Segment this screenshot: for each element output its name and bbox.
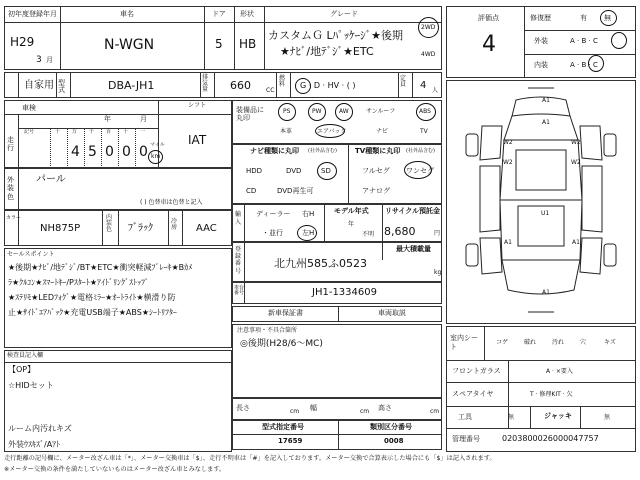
sheet-hole: 穴 [580,339,587,346]
registration-label: 登録番号 [235,246,242,275]
inspector-label: 検査員記入欄 [7,352,44,359]
cert-manual: 車両取説 [378,309,406,317]
recycle-unit: 円 [434,230,441,237]
model-label: 車名 [120,10,134,18]
int-b-circle [588,55,604,72]
grade-line-2: ★ﾅﾋﾞ/地ﾃﾞｼﾞ★ETC [280,45,374,58]
inspector-box [4,350,232,452]
diagram-label-w2-3: W2 [571,139,581,146]
odo-col-ichi: 一 [140,129,146,135]
sales-point-label: セールスポイント [7,251,55,258]
dimensions-box [232,398,442,420]
equip-leather: 本革 [280,128,293,135]
shift-label: シフト [188,102,207,109]
odo-km: km [151,153,161,160]
odo-symbol-label: 記号 [24,129,35,135]
diagram-label-u1: U1 [541,210,550,217]
certificates-box [232,306,442,322]
era-year: H29 [10,35,35,49]
repair-label: 修復歴 [530,14,551,22]
sales-line-1: ★後期★ﾅﾋﾞ/地ﾃﾞｼﾞ/BT★ETC★衝突軽減ﾌﾞﾚｰｷ★Bｶﾒ [8,263,193,272]
ac-value: AAC [196,223,217,234]
sales-line-2: ﾗ★ｸﾙｺﾝ★ｽﾏｰﾄｷｰ/Pｽﾀｰﾄ★ｱｲﾄﾞﾘﾝｸﾞｽﾄｯﾌﾟ [8,278,150,287]
management-value: 0203800026000047757 [502,434,599,443]
diagram-label-a1-top: A1 [542,97,550,104]
inspector-hid: ☆HIDセット [8,381,54,390]
inspector-room: ルーム内汚れキズ [8,424,72,433]
usage: 自家用 [24,80,54,91]
footer-line-1: 走行距離の記号欄に、メーター改ざん車は「*」、メーター交換車は「$」、走行不明車は「#」を記入しております。メーター交換で合算表示した場合にも「$」は記入されます。 [4,455,496,462]
door-count: 5 [215,37,223,51]
import-parallel: ・並行 [262,229,283,237]
sheet-dirt: 汚れ [552,339,565,346]
odo-col-man: 万 [72,129,78,135]
color-code-label: カラー [6,215,22,221]
equip-aw: AW [339,108,349,115]
cert-warranty: 新車保証書 [268,309,303,317]
car-diagram [446,80,636,324]
navi-cd: CD [246,187,257,195]
navi-label: ナビ種類に丸印 [250,147,299,155]
dim-width: 幅 [310,404,317,412]
model-year-unit: 年 [348,221,355,228]
repair-no: 無 [604,14,611,22]
import-dealer: ディーラー [256,210,291,218]
int-score-scale: A · B · C [570,61,598,69]
diagram-label-a1-front: A1 [542,119,550,126]
tv-label: TV種類に丸印 [355,147,401,155]
grade-score-label: 評価点 [478,14,499,22]
equip-sunroof: サンルーフ [366,108,396,115]
type-cert-label: 型式指定番号 [262,423,304,431]
odo-col-sen: 千 [89,129,95,135]
diagram-label-w2-2: W2 [503,159,513,166]
capacity-label: 定員 [400,75,407,88]
exterior-label: 外装色 [7,176,14,201]
diagram-label-w2-4: W2 [571,159,581,166]
sales-line-3: ★ｽﾃﾘﾓ★LEDﾌｫｸﾞ★電格ﾐﾗｰ★ｵｰﾄﾗｲﾄ★横滑り防 [8,293,176,302]
tv-note: (社外品含む) [406,148,435,154]
class-num-value: 0008 [384,437,404,445]
import-label: 輸入 [235,211,242,226]
dim-length-unit: cm [290,408,300,415]
dim-width-unit: cm [360,408,370,415]
ext-score-scale: A · B · C [570,37,598,45]
class-num-label: 類別区分番号 [370,423,412,431]
spare-label: スペアタイヤ [452,390,494,398]
color-code: NH875P [40,223,81,234]
import-right: 右H [302,210,315,218]
recycle-value: 8,680 [384,225,416,238]
shape-label: 形状 [240,10,254,18]
chassis-label: 車台番号 [234,285,245,296]
model-name: N-WGN [104,37,155,53]
shift-value: IAT [188,133,207,147]
ext-c-circle [611,32,627,49]
sheet-scratch: キズ [604,339,616,346]
equip-navi: ナビ [376,128,389,135]
drive-4wd: 4WD [421,51,436,58]
inspection-year-unit: 年 [104,115,111,123]
grade-label: グレード [330,10,358,18]
body-shape: HB [239,37,257,51]
notes-label: 注意事項・不具合箇所 [237,327,298,334]
equip-abs: ABS [419,108,431,115]
navi-dvd-play: DVD再生可 [277,187,314,195]
sheet-burn: コゲ [496,339,509,346]
tv-analog: アナログ [362,187,390,195]
type-cert-value: 17659 [278,437,303,445]
equip-tv: TV [420,128,428,135]
door-label: ドア [212,10,226,18]
jack-label: ジャッキ [544,412,572,420]
inspection-label: 車検 [22,104,36,112]
month-unit: 月 [46,56,53,64]
odo-col-10man: 十 [55,129,61,135]
reg-year-label: 初年度登録年月 [8,10,57,18]
registration-value: 北九州585ふ0523 [274,257,367,270]
tv-fullseg: フルセグ [362,167,390,175]
odo-digit-2: 5 [88,144,97,160]
odo-col-hyaku: 百 [106,129,112,135]
displacement: 660 [230,79,251,92]
inspector-ext: 外装ｳｽｷｽﾞ/Aｱﾄ [8,440,61,449]
grade-line-1: カスタムＧ Lﾊﾟｯｹｰｼﾞ★後期 [268,29,403,42]
dim-height-unit: cm [430,408,440,415]
repair-yes: 有 [580,14,587,22]
max-load-label: 最大積載量 [396,245,431,253]
dim-length: 長さ [236,404,250,412]
equip-pw: PW [312,108,322,115]
int-score-label: 内装 [534,61,548,69]
odo-digit-1: 4 [71,144,80,160]
odo-digit-3: 0 [105,144,114,160]
exterior-value: パール [36,174,66,185]
navi-dvd: DVD [286,167,302,175]
diagram-label-a1-rr: A1 [572,239,580,246]
jack-value: 無 [604,414,611,421]
cc-unit: CC [266,87,275,94]
equip-airbag: エアバック [317,128,347,135]
odo-digit-5: 0 [139,144,148,160]
sheet-tear: 破れ [524,339,537,346]
navi-sd: SD [321,167,331,175]
model-year-unknown: 不明 [362,231,375,238]
dim-height: 高さ [378,404,392,412]
front-glass-value: A · ×要入 [546,368,573,375]
footer-line-2: ※メーター交換の条件を満たしていないものはメーター改ざん車とみなします。 [4,466,226,473]
ac-label: 冷房 [171,218,178,231]
inspector-op: 【OP】 [8,365,36,374]
import-left: 左H [302,229,315,237]
equipment-label: 装備品に丸印 [236,106,264,123]
odo-mile: マイル [150,142,165,148]
front-glass-label: フロントガラス [452,367,501,375]
notes-item: ◎後期(H28/6〜MC) [240,339,323,349]
spare-value: T · 修理KIT · 欠 [530,391,573,398]
odo-col-juu: 十 [123,129,129,135]
chassis-value: JH1-1334609 [312,287,377,298]
navi-note: (社外品含む) [308,148,337,154]
max-load-unit: kg [434,269,442,276]
recycle-label: リサイクル預託金 [385,207,441,215]
diagram-label-a1-rl: A1 [504,239,512,246]
reg-month: 3 [36,55,42,65]
notes-box [232,324,442,398]
model-year-label: モデル年式 [334,207,369,215]
diagram-label-w2-1: W2 [503,139,513,146]
management-label: 管理番号 [452,435,480,443]
fuel-label: 燃料 [279,75,286,88]
capacity-unit: 人 [432,87,439,94]
fuel-options: G · D · HV · ( ) [300,81,356,90]
odometer-label: 走行 [7,136,14,153]
diagram-label-a1-rear: A1 [542,289,550,296]
equip-ps: PS [283,108,291,115]
type-label: 型式 [58,79,65,94]
interior-sheet-label: 室内シート [450,334,478,352]
navi-hdd: HDD [246,167,263,175]
tools-label: 工具 [458,413,472,421]
grade-score: 4 [482,32,496,57]
ext-score-label: 外装 [534,37,548,45]
interior-label: 内装色 [106,214,113,233]
displacement-label: 排気量 [202,74,209,93]
odo-digit-4: 0 [122,144,131,160]
capacity: 4 [420,80,427,91]
inspection-month-unit: 月 [140,115,147,123]
sales-line-4: 止★ｻｲﾄﾞｴｱﾊﾞｯｸ★充電USB端子★ABS★ｼｰﾄﾘﾌﾀｰ [8,308,178,317]
exterior-note: ( ) 色替車は色替と記入 [140,199,203,206]
model-code: DBA-JH1 [108,79,155,92]
tv-oneseg: ワンセグ [406,167,434,175]
drive-2wd: 2WD [421,24,436,31]
tools-value: 無 [508,414,515,421]
interior-color: ﾌﾞﾗｯｸ [128,223,153,234]
